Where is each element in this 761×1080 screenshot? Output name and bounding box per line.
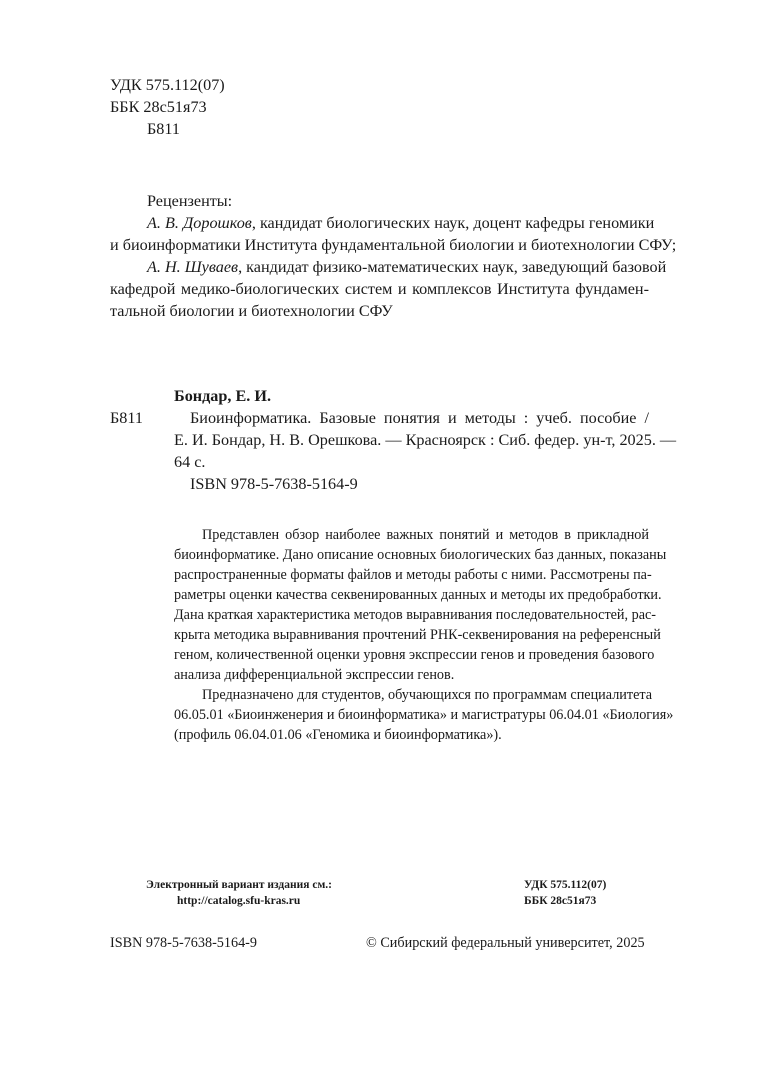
annotation-line: Дана краткая характеристика методов выравнивания последовательностей, рас- (174, 607, 657, 623)
annotation-line: биоинформатике. Дано описание основных биологических баз данных, показаны (174, 547, 667, 563)
annotation-line: раметры оценки качества секвенированных данных и методы их предобработки. (174, 587, 662, 603)
reviewer-2-line-1 (147, 256, 667, 278)
catalog-pages: 64 с. (174, 453, 206, 471)
annotation-line: распространенные форматы файлов и методы работы с ними. Рассмотрены па- (174, 567, 652, 583)
catalog-authors-line: Е. И. Бондар, Н. В. Орешкова. — Красноярск : Сиб. федер. ун-т, 2025. — (174, 431, 677, 449)
catalog-author: Бондар, Е. И. (174, 387, 272, 405)
reviewer-1-line-2: и биоинформатики Института фундаментальной биологии и биотехнологии СФУ; (110, 236, 677, 254)
catalog-title-line: Биоинформатика. Базовые понятия и методы : учеб. пособие / (190, 409, 649, 427)
annotation-line: (профиль 06.04.01.06 «Геномика и биоинформатика»). (174, 727, 502, 743)
catalog-mark: Б811 (110, 409, 143, 427)
reviewers-heading: Рецензенты: (147, 192, 233, 210)
reviewer-2-line-3: тальной биологии и биотехнологии СФУ (110, 302, 393, 320)
annotation-line: Представлен обзор наиболее важных понятий и методов в прикладной (202, 527, 649, 543)
annotation-paragraph-2 (174, 685, 674, 745)
reviewer-1-line-1 (147, 212, 655, 234)
author-mark: Б811 (147, 120, 180, 138)
udk-code: УДК 575.112(07) (110, 76, 225, 94)
reviewer-2-credentials: , кандидат физико-математических наук, заведующий базовой (238, 258, 667, 276)
annotation-paragraph-1 (174, 525, 667, 685)
electronic-version-url[interactable]: http://catalog.sfu-kras.ru (177, 895, 301, 907)
annotation-line: Предназначено для студентов, обучающихся по программам специалитета (202, 687, 653, 703)
reviewer-2-name: А. Н. Шуваев (147, 258, 239, 276)
electronic-version-label: Электронный вариант издания см.: (146, 879, 332, 891)
electronic-bbk: ББК 28с51я73 (524, 895, 597, 907)
footer-isbn: ISBN 978-5-7638-5164-9 (110, 935, 257, 951)
catalog-isbn: ISBN 978-5-7638-5164-9 (190, 475, 358, 493)
annotation-line: геном, количественной оценки уровня экспрессии генов и проведения базового (174, 647, 655, 663)
reviewer-1-credentials: , кандидат биологических наук, доцент кафедры геномики (251, 214, 655, 232)
electronic-udk: УДК 575.112(07) (524, 879, 607, 891)
footer-copyright: © Сибирский федеральный университет, 2025 (366, 935, 645, 951)
reviewer-1-name: А. В. Дорошков (147, 214, 252, 232)
annotation-line: 06.05.01 «Биоинженерия и биоинформатика» и магистратуры 06.04.01 «Биология» (174, 707, 674, 723)
bbk-code: ББК 28с51я73 (110, 98, 207, 116)
annotation-line: анализа дифференциальной экспрессии генов. (174, 667, 455, 683)
annotation-line: крыта методика выравнивания прочтений РНК-секвенирования на референсный (174, 627, 661, 643)
reviewer-2-line-2: кафедрой медико-биологических систем и комплексов Института фундамен- (110, 280, 649, 298)
